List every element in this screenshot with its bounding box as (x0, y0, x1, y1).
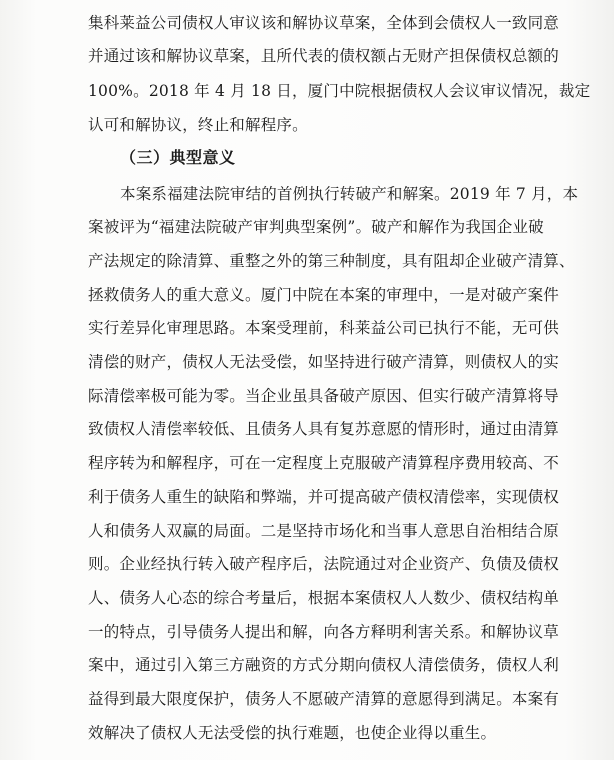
intro-line-2: 并通过该和解协议草案，且所代表的债权额占无财产担保债权总额的 (88, 47, 560, 65)
section-heading: （三）典型意义 (120, 148, 236, 167)
body-line-1: 本案系福建法院审结的首例执行转破产和解案。2019 年 7 月，本 (120, 185, 579, 203)
body-line-3: 产法规定的除清算、重整之外的第三种制度，具有阻却企业破产清算、 (88, 252, 575, 270)
body-line-5: 实行差异化审理思路。本案受理前，科莱益公司已执行不能，无可供 (88, 319, 560, 337)
body-line-11: 人和债务人双赢的局面。二是坚持市场化和当事人意思自治相结合原 (88, 522, 560, 540)
body-line-12: 则。企业经执行转入破产程序后，法院通过对企业资产、负债及债权 (88, 555, 560, 573)
body-line-7: 际清偿率极可能为零。当企业虽具备破产原因、但实行破产清算将导 (88, 387, 560, 405)
body-line-8: 致债权人清偿率较低、且债务人具有复苏意愿的情形时，通过由清算 (88, 420, 560, 438)
body-line-13: 人、债务人心态的综合考量后，根据本案债权人人数少、债权结构单 (88, 589, 560, 607)
body-line-2: 案被评为“福建法院破产审判典型案例”。破产和解作为我国企业破 (88, 218, 544, 236)
body-line-15: 案中，通过引入第三方融资的方式分期向债权人清偿债务，债权人利 (88, 656, 560, 674)
body-line-14: 一的特点，引导债务人提出和解，向各方释明利害关系。和解协议草 (88, 623, 560, 641)
body-line-17: 效解决了债权人无法受偿的执行难题，也使企业得以重生。 (88, 724, 497, 742)
body-line-4: 拯救债务人的重大意义。厦门中院在本案的审理中，一是对破产案件 (88, 286, 560, 304)
body-line-10: 利于债务人重生的缺陷和弊端，并可提高破产债权清偿率，实现债权 (88, 488, 560, 506)
intro-line-4: 认可和解协议，终止和解程序。 (88, 116, 308, 134)
intro-line-3: 100%。2018 年 4 月 18 日，厦门中院根据债权人会议审议情况，裁定 (88, 82, 591, 100)
body-line-6: 清偿的财产，债权人无法受偿，如坚持进行破产清算，则债权人的实 (88, 353, 560, 371)
body-line-16: 益得到最大限度保护，债务人不愿破产清算的意愿得到满足。本案有 (88, 690, 560, 708)
intro-line-1: 集科莱益公司债权人审议该和解协议草案，全体到会债权人一致同意 (88, 14, 560, 32)
body-line-9: 程序转为和解程序，可在一定程度上克服破产清算程序费用较高、不 (88, 454, 560, 472)
